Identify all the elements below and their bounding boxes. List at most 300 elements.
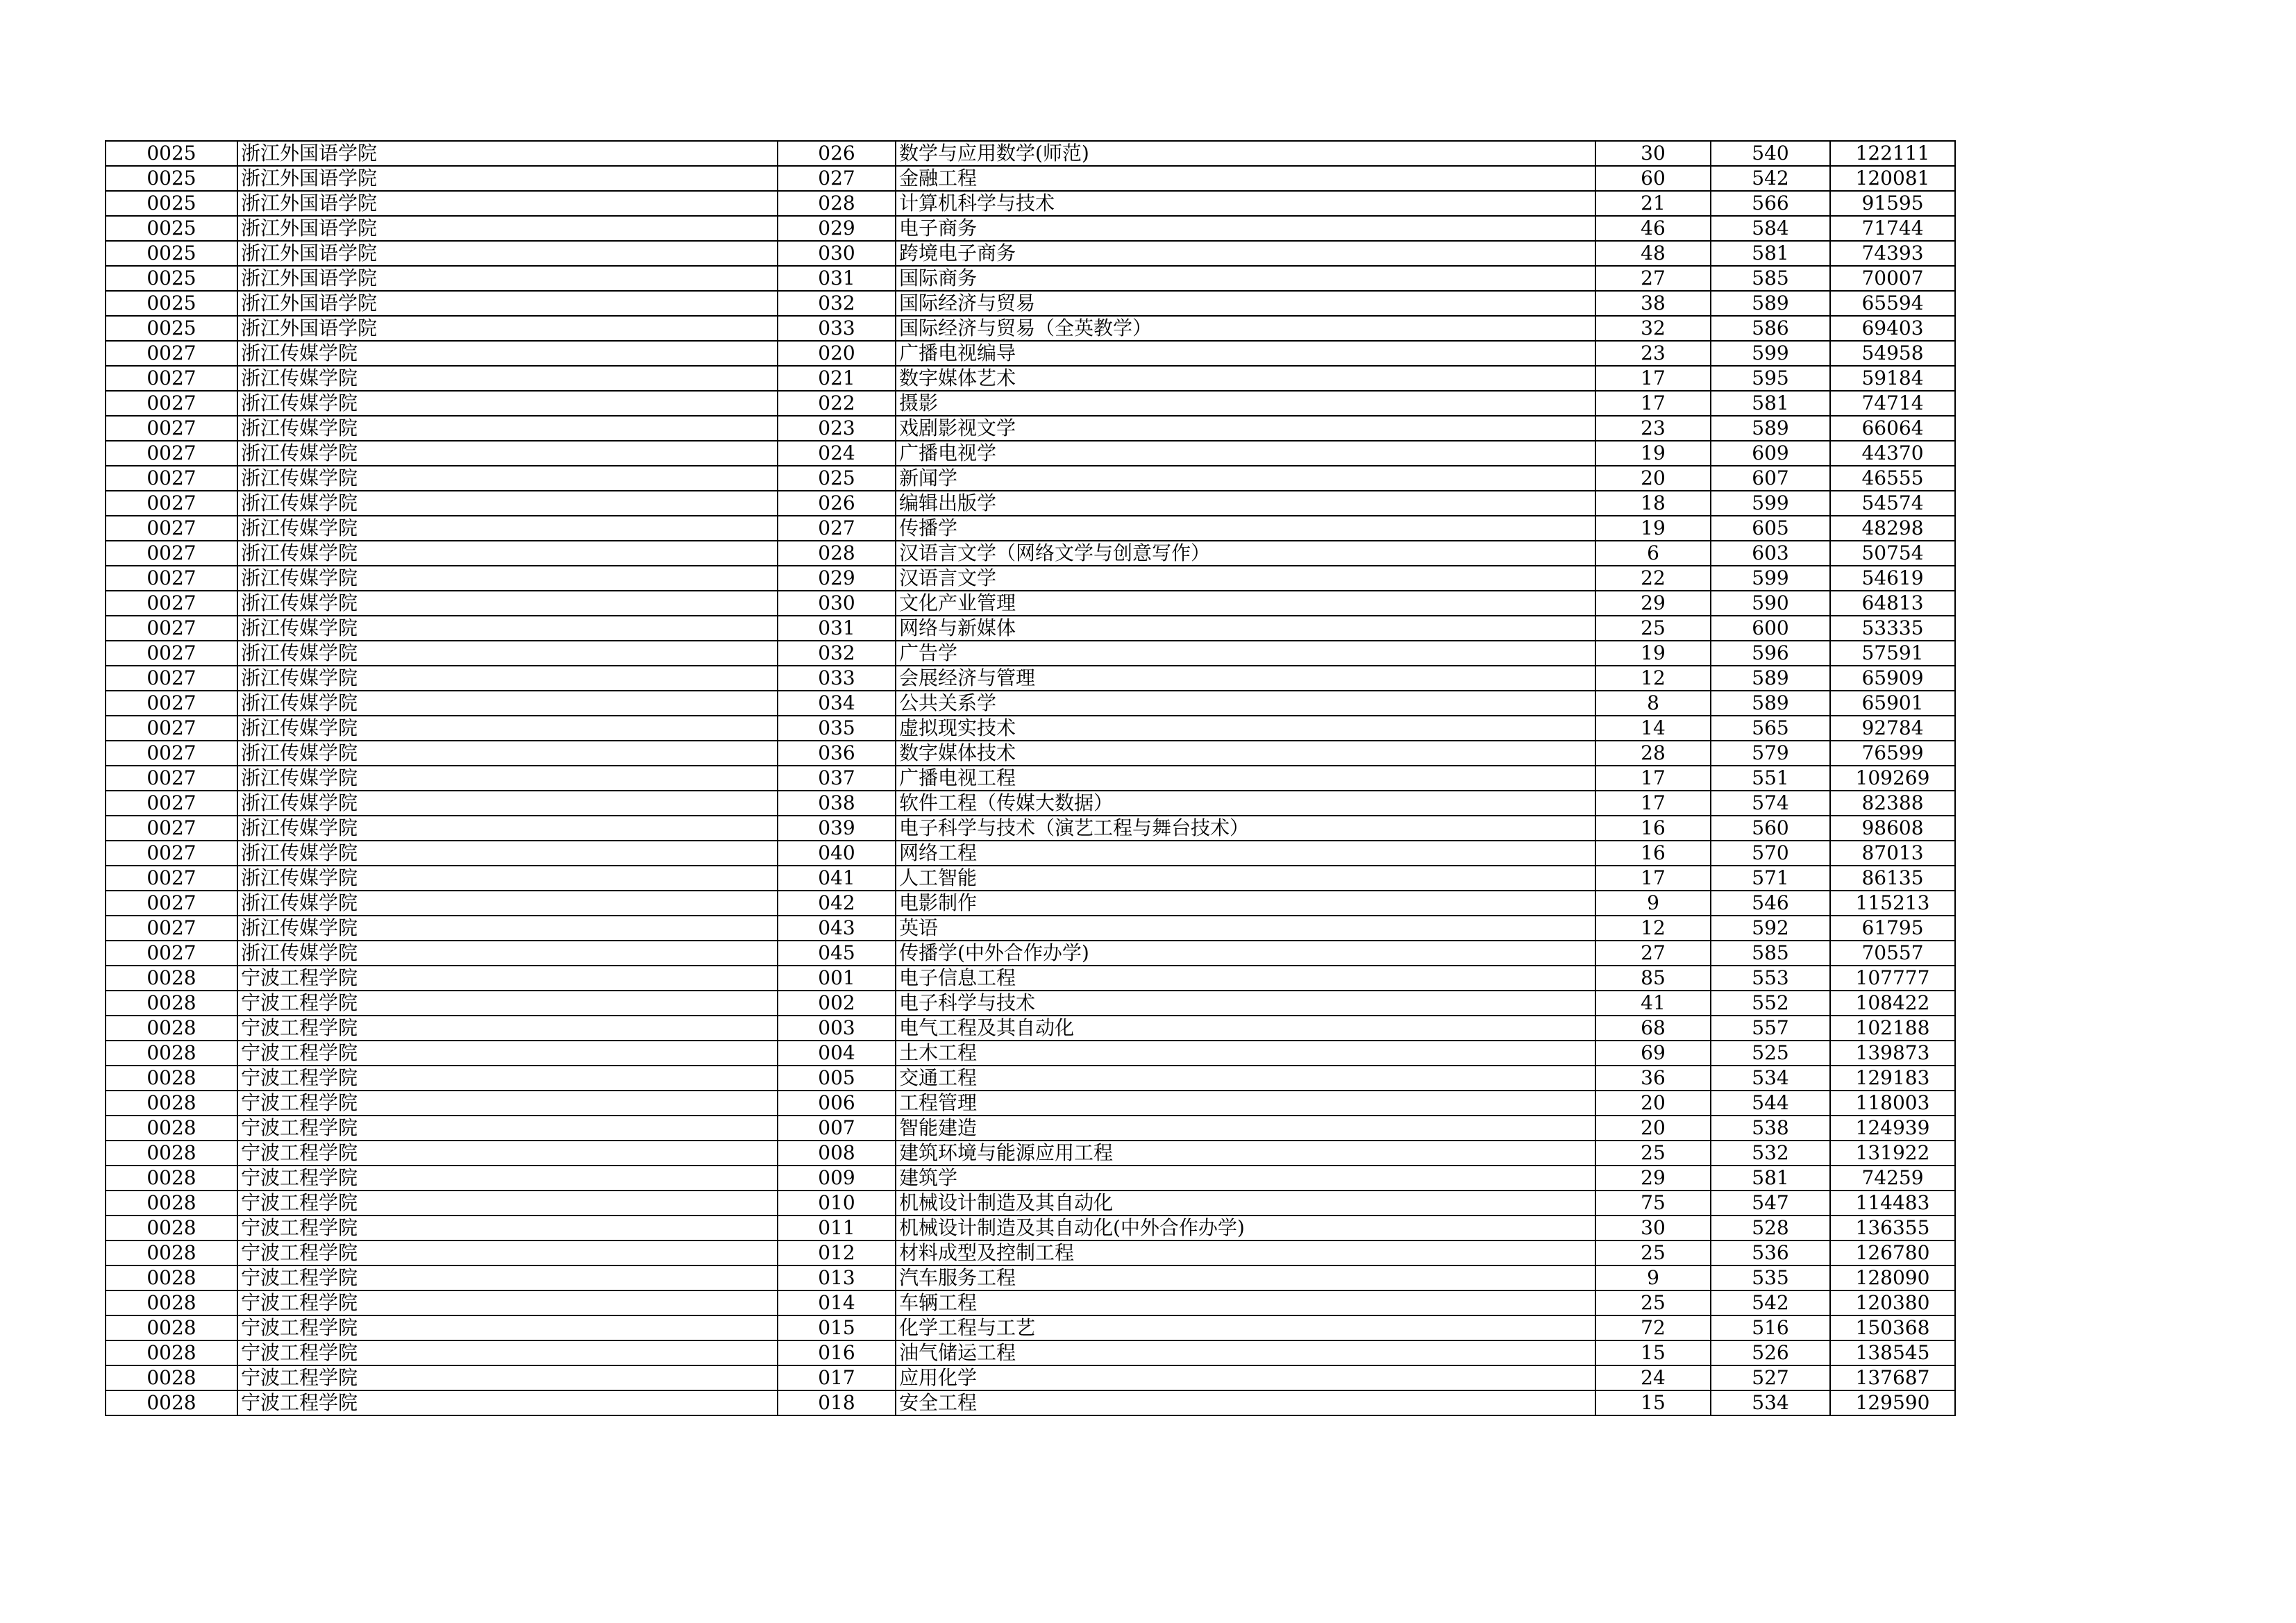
major-code-cell: 022	[778, 391, 896, 416]
major-name-cell: 摄影	[896, 391, 1595, 416]
school-name-cell: 浙江传媒学院	[237, 441, 778, 466]
table-row	[106, 566, 1955, 591]
major-code-cell: 038	[778, 791, 896, 816]
plan-count-cell: 17	[1595, 391, 1711, 416]
major-name-cell: 机械设计制造及其自动化(中外合作办学)	[896, 1216, 1595, 1241]
major-code-cell: 016	[778, 1340, 896, 1365]
school-code-cell: 0027	[106, 691, 237, 716]
plan-count-cell: 17	[1595, 791, 1711, 816]
rank-cell: 129590	[1830, 1390, 1955, 1415]
plan-count-cell: 8	[1595, 691, 1711, 716]
plan-count-cell: 29	[1595, 591, 1711, 616]
school-name-cell: 浙江外国语学院	[237, 291, 778, 316]
table-row	[106, 491, 1955, 516]
school-code-cell: 0027	[106, 916, 237, 941]
score-cell: 570	[1711, 841, 1830, 866]
plan-count-cell: 85	[1595, 966, 1711, 991]
major-code-cell: 042	[778, 891, 896, 916]
school-code-cell: 0027	[106, 491, 237, 516]
table-row	[106, 516, 1955, 541]
major-name-cell: 戏剧影视文学	[896, 416, 1595, 441]
rank-cell: 137687	[1830, 1365, 1955, 1390]
table-row	[106, 341, 1955, 366]
rank-cell: 86135	[1830, 866, 1955, 891]
school-name-cell: 浙江传媒学院	[237, 691, 778, 716]
score-cell: 599	[1711, 341, 1830, 366]
major-code-cell: 032	[778, 291, 896, 316]
score-cell: 542	[1711, 1290, 1830, 1315]
table-row	[106, 1241, 1955, 1265]
school-name-cell: 浙江传媒学院	[237, 566, 778, 591]
table-row	[106, 1066, 1955, 1091]
major-code-cell: 028	[778, 541, 896, 566]
major-name-cell: 计算机科学与技术	[896, 191, 1595, 216]
major-code-cell: 011	[778, 1216, 896, 1241]
school-name-cell: 宁波工程学院	[237, 1016, 778, 1041]
rank-cell: 120081	[1830, 166, 1955, 191]
score-cell: 605	[1711, 516, 1830, 541]
school-code-cell: 0028	[106, 1116, 237, 1141]
table-row	[106, 941, 1955, 966]
school-code-cell: 0027	[106, 541, 237, 566]
major-name-cell: 传播学(中外合作办学)	[896, 941, 1595, 966]
rank-cell: 74259	[1830, 1166, 1955, 1191]
plan-count-cell: 36	[1595, 1066, 1711, 1091]
major-code-cell: 035	[778, 716, 896, 741]
rank-cell: 74393	[1830, 241, 1955, 266]
plan-count-cell: 25	[1595, 616, 1711, 641]
score-cell: 534	[1711, 1066, 1830, 1091]
major-code-cell: 005	[778, 1066, 896, 1091]
score-cell: 534	[1711, 1390, 1830, 1415]
school-code-cell: 0025	[106, 291, 237, 316]
school-code-cell: 0027	[106, 466, 237, 491]
rank-cell: 107777	[1830, 966, 1955, 991]
school-code-cell: 0025	[106, 166, 237, 191]
table-row	[106, 1041, 1955, 1066]
rank-cell: 138545	[1830, 1340, 1955, 1365]
table-row	[106, 1191, 1955, 1216]
rank-cell: 66064	[1830, 416, 1955, 441]
major-name-cell: 国际商务	[896, 266, 1595, 291]
school-code-cell: 0027	[106, 341, 237, 366]
school-name-cell: 浙江传媒学院	[237, 616, 778, 641]
plan-count-cell: 38	[1595, 291, 1711, 316]
table-row	[106, 241, 1955, 266]
school-code-cell: 0027	[106, 891, 237, 916]
school-code-cell: 0027	[106, 841, 237, 866]
school-code-cell: 0028	[106, 1016, 237, 1041]
major-code-cell: 003	[778, 1016, 896, 1041]
major-name-cell: 编辑出版学	[896, 491, 1595, 516]
major-name-cell: 数学与应用数学(师范)	[896, 141, 1595, 166]
school-name-cell: 浙江外国语学院	[237, 241, 778, 266]
school-code-cell: 0027	[106, 441, 237, 466]
table-row	[106, 1091, 1955, 1116]
table-row	[106, 1116, 1955, 1141]
major-name-cell: 材料成型及控制工程	[896, 1241, 1595, 1265]
school-name-cell: 浙江传媒学院	[237, 666, 778, 691]
rank-cell: 128090	[1830, 1265, 1955, 1290]
rank-cell: 108422	[1830, 991, 1955, 1016]
score-cell: 589	[1711, 691, 1830, 716]
major-name-cell: 虚拟现实技术	[896, 716, 1595, 741]
school-name-cell: 浙江外国语学院	[237, 191, 778, 216]
plan-count-cell: 14	[1595, 716, 1711, 741]
rank-cell: 70007	[1830, 266, 1955, 291]
school-name-cell: 宁波工程学院	[237, 1091, 778, 1116]
major-name-cell: 电子信息工程	[896, 966, 1595, 991]
plan-count-cell: 48	[1595, 241, 1711, 266]
rank-cell: 69403	[1830, 316, 1955, 341]
major-code-cell: 017	[778, 1365, 896, 1390]
major-code-cell: 030	[778, 591, 896, 616]
table-row	[106, 691, 1955, 716]
school-name-cell: 浙江传媒学院	[237, 591, 778, 616]
major-code-cell: 039	[778, 816, 896, 841]
plan-count-cell: 29	[1595, 1166, 1711, 1191]
major-name-cell: 汉语言文学（网络文学与创意写作）	[896, 541, 1595, 566]
major-name-cell: 油气储运工程	[896, 1340, 1595, 1365]
major-code-cell: 034	[778, 691, 896, 716]
plan-count-cell: 15	[1595, 1340, 1711, 1365]
score-cell: 574	[1711, 791, 1830, 816]
school-name-cell: 宁波工程学院	[237, 1041, 778, 1066]
major-name-cell: 国际经济与贸易	[896, 291, 1595, 316]
plan-count-cell: 16	[1595, 841, 1711, 866]
plan-count-cell: 17	[1595, 766, 1711, 791]
table-row	[106, 191, 1955, 216]
table-row	[106, 1265, 1955, 1290]
plan-count-cell: 19	[1595, 441, 1711, 466]
plan-count-cell: 68	[1595, 1016, 1711, 1041]
score-cell: 586	[1711, 316, 1830, 341]
rank-cell: 65909	[1830, 666, 1955, 691]
school-code-cell: 0027	[106, 791, 237, 816]
score-cell: 592	[1711, 916, 1830, 941]
rank-cell: 92784	[1830, 716, 1955, 741]
major-name-cell: 安全工程	[896, 1390, 1595, 1415]
score-cell: 599	[1711, 566, 1830, 591]
rank-cell: 118003	[1830, 1091, 1955, 1116]
plan-count-cell: 12	[1595, 666, 1711, 691]
plan-count-cell: 9	[1595, 891, 1711, 916]
school-code-cell: 0027	[106, 641, 237, 666]
school-name-cell: 宁波工程学院	[237, 1066, 778, 1091]
table-row	[106, 991, 1955, 1016]
school-name-cell: 宁波工程学院	[237, 1116, 778, 1141]
school-name-cell: 浙江传媒学院	[237, 841, 778, 866]
school-name-cell: 浙江传媒学院	[237, 491, 778, 516]
major-code-cell: 033	[778, 316, 896, 341]
table-body	[106, 141, 1955, 1415]
score-cell: 609	[1711, 441, 1830, 466]
school-name-cell: 浙江传媒学院	[237, 891, 778, 916]
major-name-cell: 广告学	[896, 641, 1595, 666]
major-code-cell: 030	[778, 241, 896, 266]
school-code-cell: 0028	[106, 1166, 237, 1191]
score-cell: 585	[1711, 266, 1830, 291]
score-cell: 547	[1711, 1191, 1830, 1216]
rank-cell: 136355	[1830, 1216, 1955, 1241]
major-code-cell: 040	[778, 841, 896, 866]
school-code-cell: 0027	[106, 416, 237, 441]
rank-cell: 70557	[1830, 941, 1955, 966]
table-row	[106, 591, 1955, 616]
rank-cell: 54958	[1830, 341, 1955, 366]
major-name-cell: 国际经济与贸易（全英教学）	[896, 316, 1595, 341]
major-code-cell: 031	[778, 616, 896, 641]
school-code-cell: 0028	[106, 1290, 237, 1315]
school-name-cell: 浙江传媒学院	[237, 391, 778, 416]
score-cell: 538	[1711, 1116, 1830, 1141]
table-row	[106, 641, 1955, 666]
school-name-cell: 宁波工程学院	[237, 1315, 778, 1340]
major-code-cell: 001	[778, 966, 896, 991]
school-name-cell: 浙江传媒学院	[237, 341, 778, 366]
school-code-cell: 0025	[106, 141, 237, 166]
major-code-cell: 010	[778, 1191, 896, 1216]
plan-count-cell: 27	[1595, 266, 1711, 291]
school-code-cell: 0027	[106, 766, 237, 791]
score-cell: 581	[1711, 1166, 1830, 1191]
table-row	[106, 766, 1955, 791]
major-code-cell: 026	[778, 491, 896, 516]
score-cell: 544	[1711, 1091, 1830, 1116]
score-cell: 566	[1711, 191, 1830, 216]
table-row	[106, 791, 1955, 816]
rank-cell: 131922	[1830, 1141, 1955, 1166]
table-row	[106, 466, 1955, 491]
major-name-cell: 机械设计制造及其自动化	[896, 1191, 1595, 1216]
rank-cell: 150368	[1830, 1315, 1955, 1340]
major-name-cell: 交通工程	[896, 1066, 1595, 1091]
school-name-cell: 浙江外国语学院	[237, 316, 778, 341]
table-row	[106, 916, 1955, 941]
school-code-cell: 0028	[106, 1191, 237, 1216]
plan-count-cell: 24	[1595, 1365, 1711, 1390]
rank-cell: 98608	[1830, 816, 1955, 841]
major-name-cell: 文化产业管理	[896, 591, 1595, 616]
major-code-cell: 027	[778, 166, 896, 191]
plan-count-cell: 25	[1595, 1290, 1711, 1315]
table-row	[106, 416, 1955, 441]
rank-cell: 65594	[1830, 291, 1955, 316]
school-code-cell: 0028	[106, 1340, 237, 1365]
score-cell: 585	[1711, 941, 1830, 966]
table-row	[106, 266, 1955, 291]
score-cell: 584	[1711, 216, 1830, 241]
rank-cell: 74714	[1830, 391, 1955, 416]
major-code-cell: 037	[778, 766, 896, 791]
major-name-cell: 数字媒体技术	[896, 741, 1595, 766]
school-name-cell: 浙江传媒学院	[237, 916, 778, 941]
school-code-cell: 0027	[106, 666, 237, 691]
school-name-cell: 浙江传媒学院	[237, 866, 778, 891]
score-cell: 516	[1711, 1315, 1830, 1340]
major-name-cell: 广播电视编导	[896, 341, 1595, 366]
rank-cell: 139873	[1830, 1041, 1955, 1066]
school-code-cell: 0027	[106, 816, 237, 841]
plan-count-cell: 30	[1595, 141, 1711, 166]
major-code-cell: 015	[778, 1315, 896, 1340]
major-code-cell: 045	[778, 941, 896, 966]
major-name-cell: 网络工程	[896, 841, 1595, 866]
major-code-cell: 014	[778, 1290, 896, 1315]
rank-cell: 54574	[1830, 491, 1955, 516]
major-code-cell: 033	[778, 666, 896, 691]
major-name-cell: 车辆工程	[896, 1290, 1595, 1315]
plan-count-cell: 27	[1595, 941, 1711, 966]
score-cell: 571	[1711, 866, 1830, 891]
major-code-cell: 028	[778, 191, 896, 216]
major-code-cell: 043	[778, 916, 896, 941]
school-code-cell: 0028	[106, 1216, 237, 1241]
table-row	[106, 841, 1955, 866]
score-cell: 536	[1711, 1241, 1830, 1265]
major-name-cell: 金融工程	[896, 166, 1595, 191]
school-code-cell: 0028	[106, 1091, 237, 1116]
major-name-cell: 广播电视工程	[896, 766, 1595, 791]
score-cell: 525	[1711, 1041, 1830, 1066]
score-cell: 579	[1711, 741, 1830, 766]
major-name-cell: 电子科学与技术（演艺工程与舞台技术）	[896, 816, 1595, 841]
school-code-cell: 0028	[106, 1265, 237, 1290]
plan-count-cell: 20	[1595, 1091, 1711, 1116]
table-row	[106, 1365, 1955, 1390]
table-row	[106, 441, 1955, 466]
major-code-cell: 006	[778, 1091, 896, 1116]
school-code-cell: 0027	[106, 516, 237, 541]
school-code-cell: 0028	[106, 1066, 237, 1091]
rank-cell: 120380	[1830, 1290, 1955, 1315]
table-row	[106, 166, 1955, 191]
major-name-cell: 广播电视学	[896, 441, 1595, 466]
major-code-cell: 004	[778, 1041, 896, 1066]
table-row	[106, 216, 1955, 241]
table-row	[106, 1390, 1955, 1415]
school-name-cell: 宁波工程学院	[237, 1290, 778, 1315]
school-code-cell: 0028	[106, 1315, 237, 1340]
school-code-cell: 0028	[106, 1141, 237, 1166]
major-name-cell: 新闻学	[896, 466, 1595, 491]
plan-count-cell: 22	[1595, 566, 1711, 591]
school-name-cell: 浙江传媒学院	[237, 641, 778, 666]
school-name-cell: 宁波工程学院	[237, 1365, 778, 1390]
score-cell: 595	[1711, 366, 1830, 391]
major-code-cell: 009	[778, 1166, 896, 1191]
school-name-cell: 浙江传媒学院	[237, 741, 778, 766]
school-code-cell: 0028	[106, 991, 237, 1016]
school-name-cell: 浙江传媒学院	[237, 366, 778, 391]
school-code-cell: 0027	[106, 391, 237, 416]
plan-count-cell: 20	[1595, 466, 1711, 491]
major-name-cell: 电子商务	[896, 216, 1595, 241]
major-code-cell: 021	[778, 366, 896, 391]
rank-cell: 59184	[1830, 366, 1955, 391]
table-row	[106, 1290, 1955, 1315]
score-cell: 581	[1711, 241, 1830, 266]
plan-count-cell: 46	[1595, 216, 1711, 241]
major-name-cell: 英语	[896, 916, 1595, 941]
major-name-cell: 公共关系学	[896, 691, 1595, 716]
table-row	[106, 866, 1955, 891]
table-row	[106, 966, 1955, 991]
plan-count-cell: 9	[1595, 1265, 1711, 1290]
score-cell: 581	[1711, 391, 1830, 416]
score-cell: 589	[1711, 666, 1830, 691]
rank-cell: 91595	[1830, 191, 1955, 216]
school-name-cell: 浙江外国语学院	[237, 141, 778, 166]
table-row	[106, 366, 1955, 391]
plan-count-cell: 6	[1595, 541, 1711, 566]
score-cell: 607	[1711, 466, 1830, 491]
score-cell: 553	[1711, 966, 1830, 991]
plan-count-cell: 15	[1595, 1390, 1711, 1415]
school-code-cell: 0027	[106, 591, 237, 616]
table-row	[106, 1216, 1955, 1241]
school-name-cell: 浙江传媒学院	[237, 516, 778, 541]
rank-cell: 76599	[1830, 741, 1955, 766]
score-cell: 565	[1711, 716, 1830, 741]
plan-count-cell: 17	[1595, 366, 1711, 391]
school-name-cell: 浙江传媒学院	[237, 791, 778, 816]
table-row	[106, 1315, 1955, 1340]
admission-table	[105, 140, 1956, 1416]
school-code-cell: 0028	[106, 1390, 237, 1415]
plan-count-cell: 72	[1595, 1315, 1711, 1340]
major-name-cell: 网络与新媒体	[896, 616, 1595, 641]
rank-cell: 50754	[1830, 541, 1955, 566]
plan-count-cell: 12	[1595, 916, 1711, 941]
school-name-cell: 宁波工程学院	[237, 1265, 778, 1290]
major-code-cell: 002	[778, 991, 896, 1016]
table-row	[106, 1141, 1955, 1166]
school-code-cell: 0025	[106, 316, 237, 341]
major-code-cell: 012	[778, 1241, 896, 1265]
school-name-cell: 宁波工程学院	[237, 1241, 778, 1265]
school-name-cell: 浙江传媒学院	[237, 941, 778, 966]
rank-cell: 57591	[1830, 641, 1955, 666]
rank-cell: 115213	[1830, 891, 1955, 916]
school-code-cell: 0027	[106, 616, 237, 641]
major-code-cell: 013	[778, 1265, 896, 1290]
table-row	[106, 716, 1955, 741]
major-name-cell: 电影制作	[896, 891, 1595, 916]
major-code-cell: 027	[778, 516, 896, 541]
table-row	[106, 666, 1955, 691]
school-code-cell: 0025	[106, 216, 237, 241]
major-code-cell: 020	[778, 341, 896, 366]
table-row	[106, 291, 1955, 316]
school-name-cell: 浙江传媒学院	[237, 466, 778, 491]
plan-count-cell: 60	[1595, 166, 1711, 191]
school-code-cell: 0028	[106, 1241, 237, 1265]
major-code-cell: 007	[778, 1116, 896, 1141]
score-cell: 560	[1711, 816, 1830, 841]
major-code-cell: 036	[778, 741, 896, 766]
table-row	[106, 616, 1955, 641]
school-name-cell: 浙江传媒学院	[237, 816, 778, 841]
school-code-cell: 0025	[106, 241, 237, 266]
major-name-cell: 电子科学与技术	[896, 991, 1595, 1016]
school-name-cell: 宁波工程学院	[237, 1191, 778, 1216]
school-name-cell: 浙江外国语学院	[237, 216, 778, 241]
school-code-cell: 0027	[106, 741, 237, 766]
score-cell: 596	[1711, 641, 1830, 666]
table-row	[106, 741, 1955, 766]
rank-cell: 109269	[1830, 766, 1955, 791]
